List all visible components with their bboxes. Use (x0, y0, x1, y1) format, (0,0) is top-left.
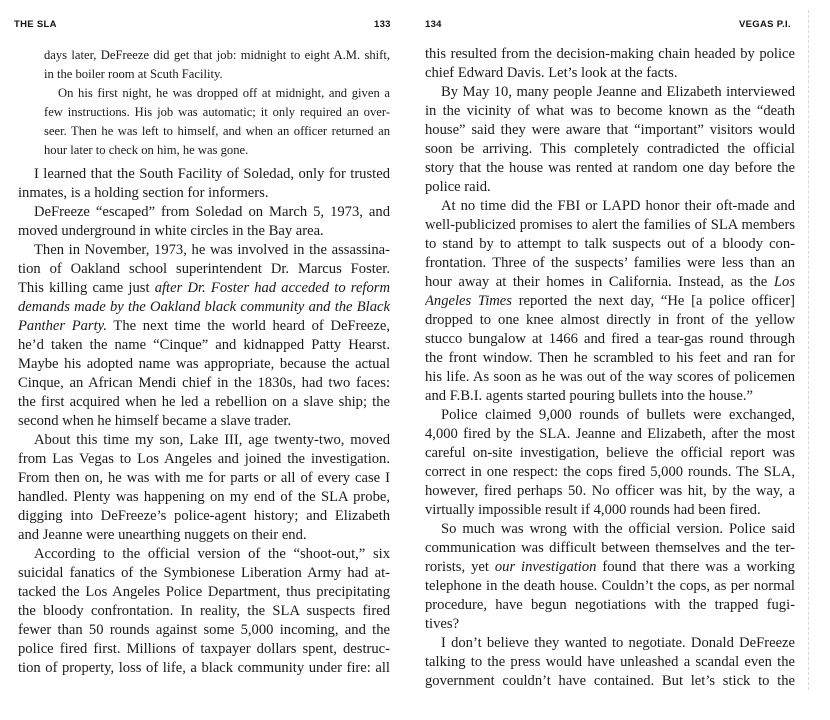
text-line (18, 317, 390, 336)
text-line: tion of Oakland school superintendent Dr. Marcus Foster. (18, 261, 390, 277)
text-line: virtually impossible result if 4,000 rounds had been fired. (425, 502, 761, 518)
text-line (18, 279, 390, 298)
text-line: and F.B.I. agents started pouring bullets into the house.” (425, 388, 753, 404)
text-line: moved underground in white circles in the Bay area. (18, 223, 324, 239)
text-line: this resulted from the decision-making chain headed by police (425, 46, 795, 62)
page-number: 133 (374, 19, 391, 30)
text-run: rorists, yet (425, 559, 495, 575)
text-line: Maybe his adopted name was appropriate, because the actual (18, 356, 390, 372)
text-line: I don’t believe they wanted to negotiate. Donald DeFreeze (441, 635, 795, 651)
italic-run: Angeles Times (425, 293, 512, 309)
page-number: 134 (425, 19, 442, 30)
italic-run: Los (773, 274, 795, 290)
text-line: his life. As soon as he was out of the way scores of policemen (425, 369, 795, 385)
text-line: however, fired perhaps 50. No officer was hit, by the way, a (425, 483, 795, 499)
text-line (425, 273, 795, 292)
text-line: On his first night, he was dropped off at midnight, and given a (58, 86, 390, 100)
text-line: Cinque, an African Mendi chief in the 1830s, had two faces: (18, 375, 390, 391)
text-line: talking to the press would have unleashed a scandal even the (425, 654, 795, 670)
text-run: reported the next day, “He [a police officer] (511, 293, 795, 309)
text-line: to stand by to attempt to talk suspects out of a bloody con- (425, 236, 795, 252)
text-line: According to the official version of the “shoot-out,” six (34, 546, 390, 562)
text-line: DeFreeze “escaped” from Soledad on March 5, 1973, and (34, 204, 390, 220)
text-line: he’d taken the name “Cinque” and kidnapped Patty Hearst. (18, 337, 390, 353)
text-line: About this time my son, Lake III, age twenty-two, moved (34, 432, 390, 448)
text-line: So much was wrong with the official version. Police said (441, 521, 795, 537)
text-line: I learned that the South Facility of Soledad, only for trusted (34, 166, 390, 182)
italic-run: Panther Party. (18, 318, 107, 334)
text-line: story that the house was rented at random one day before the (425, 160, 795, 176)
text-line: the first acquired when he led a rebellion on a slave ship; the (18, 394, 390, 410)
text-line: fewer than 50 rounds against some 5,000 incoming, and the (18, 622, 390, 638)
text-line: from Las Vegas to Los Angeles and joined the investigation. (18, 451, 390, 467)
text-line: tacked the Los Angeles Police Department, thus precipitating (18, 584, 390, 600)
text-line: handled. Plenty was happening on my end of the SLA probe, (18, 489, 390, 505)
text-run: hour away at their homes in California. Instead, as the (425, 274, 774, 290)
text-line: few instructions. His job was automatic; it only required an over- (44, 105, 390, 119)
text-line: house” said they were aware that “important” visitors would (425, 122, 795, 138)
text-line: and Jeanne were unearthing nuggets on their end. (18, 527, 307, 543)
right-page-134 (415, 0, 830, 720)
text-line: stucco bungalow at 1466 and fired a tear-gas round through (425, 331, 795, 347)
text-line: hour later to check on him, he was gone. (44, 143, 249, 157)
text-line: procedure, have begun negotiations with the trapped fugi- (425, 597, 795, 613)
text-line: police fired first. Millions of taxpayer dollars spent, destruc- (18, 641, 390, 657)
running-head-title: VEGAS P.I. (739, 19, 791, 30)
text-line: 4,000 fired by the SLA. Jeanne and Elizabeth, after the most (425, 426, 795, 442)
text-line (18, 298, 390, 317)
text-line (425, 558, 795, 577)
text-run: found that there was a working (596, 559, 795, 575)
text-line: dropped to one knee almost directly in front of the yellow (425, 312, 795, 328)
text-line: At no time did the FBI or LAPD honor their oft-made and (441, 198, 795, 214)
text-run: This killing came just (18, 280, 155, 296)
text-line: From then on, he was with me for parts or all of every case I (18, 470, 390, 486)
text-line: soon be arriving. This completely contradicted the official (425, 141, 795, 157)
text-line: telephone in the death house. Couldn’t the cops, as per normal (425, 578, 795, 594)
text-line: frontation. Three of the suspects’ families were less than an (425, 255, 795, 271)
text-line: police raid. (425, 179, 491, 195)
text-line: digging into DeFreeze’s police-agent history; and Elizabeth (18, 508, 390, 524)
text-line: chief Edward Davis. Let’s look at the facts. (425, 65, 678, 81)
italic-run: demands made by the Oakland black community and the Black (18, 299, 390, 315)
text-line: careful on-site investigation, believe the official report was (425, 445, 795, 461)
text-line: Then in November, 1973, he was involved in the assassina- (34, 242, 390, 258)
text-line: tion of property, loss of life, a black community under fire: all (18, 660, 390, 676)
text-line: second when he himself became a slave trader. (18, 413, 292, 429)
text-line: suicidal fanatics of the Symbionese Liberation Army had at- (18, 565, 390, 581)
text-line: well-publicized promises to alert the families of SLA members (425, 217, 795, 233)
page-edge-divider (808, 10, 810, 690)
text-line (425, 292, 795, 311)
text-run: The next time the world heard of DeFreeze, (106, 318, 390, 334)
text-line: government couldn’t have contained. But let’s stick to the (425, 673, 795, 689)
text-line: Police claimed 9,000 rounds of bullets were exchanged, (441, 407, 795, 423)
text-line: in the vicinity of what was to become known as the “death (425, 103, 795, 119)
text-line: correct in one respect: the cops fired 5,000 rounds. The SLA, (425, 464, 795, 480)
text-line: the front window. Then he scrambled to his feet and ran for (425, 350, 795, 366)
block-quote-extract (44, 46, 390, 160)
text-line: in the boiler room at Scuth Facility. (44, 67, 223, 81)
text-line: inmates, is a holding section for informers. (18, 185, 269, 201)
text-line: By May 10, many people Jeanne and Elizabeth interviewed (441, 84, 795, 100)
italic-run: after Dr. Foster had acceded to reform (154, 280, 390, 296)
body-text (18, 165, 390, 678)
text-line: tives? (425, 616, 460, 632)
body-text (425, 45, 795, 691)
running-head-title: THE SLA (14, 19, 57, 30)
text-line: the bloody confrontation. In reality, the SLA suspects fired (18, 603, 390, 619)
text-line: communication was difficult between themselves and the ter- (425, 540, 795, 556)
italic-run: our investigation (494, 559, 597, 575)
text-line: days later, DeFreeze did get that job: midnight to eight A.M. shift, (44, 48, 390, 62)
text-line: seer. Then he was left to himself, and when an officer returned an (44, 124, 390, 138)
